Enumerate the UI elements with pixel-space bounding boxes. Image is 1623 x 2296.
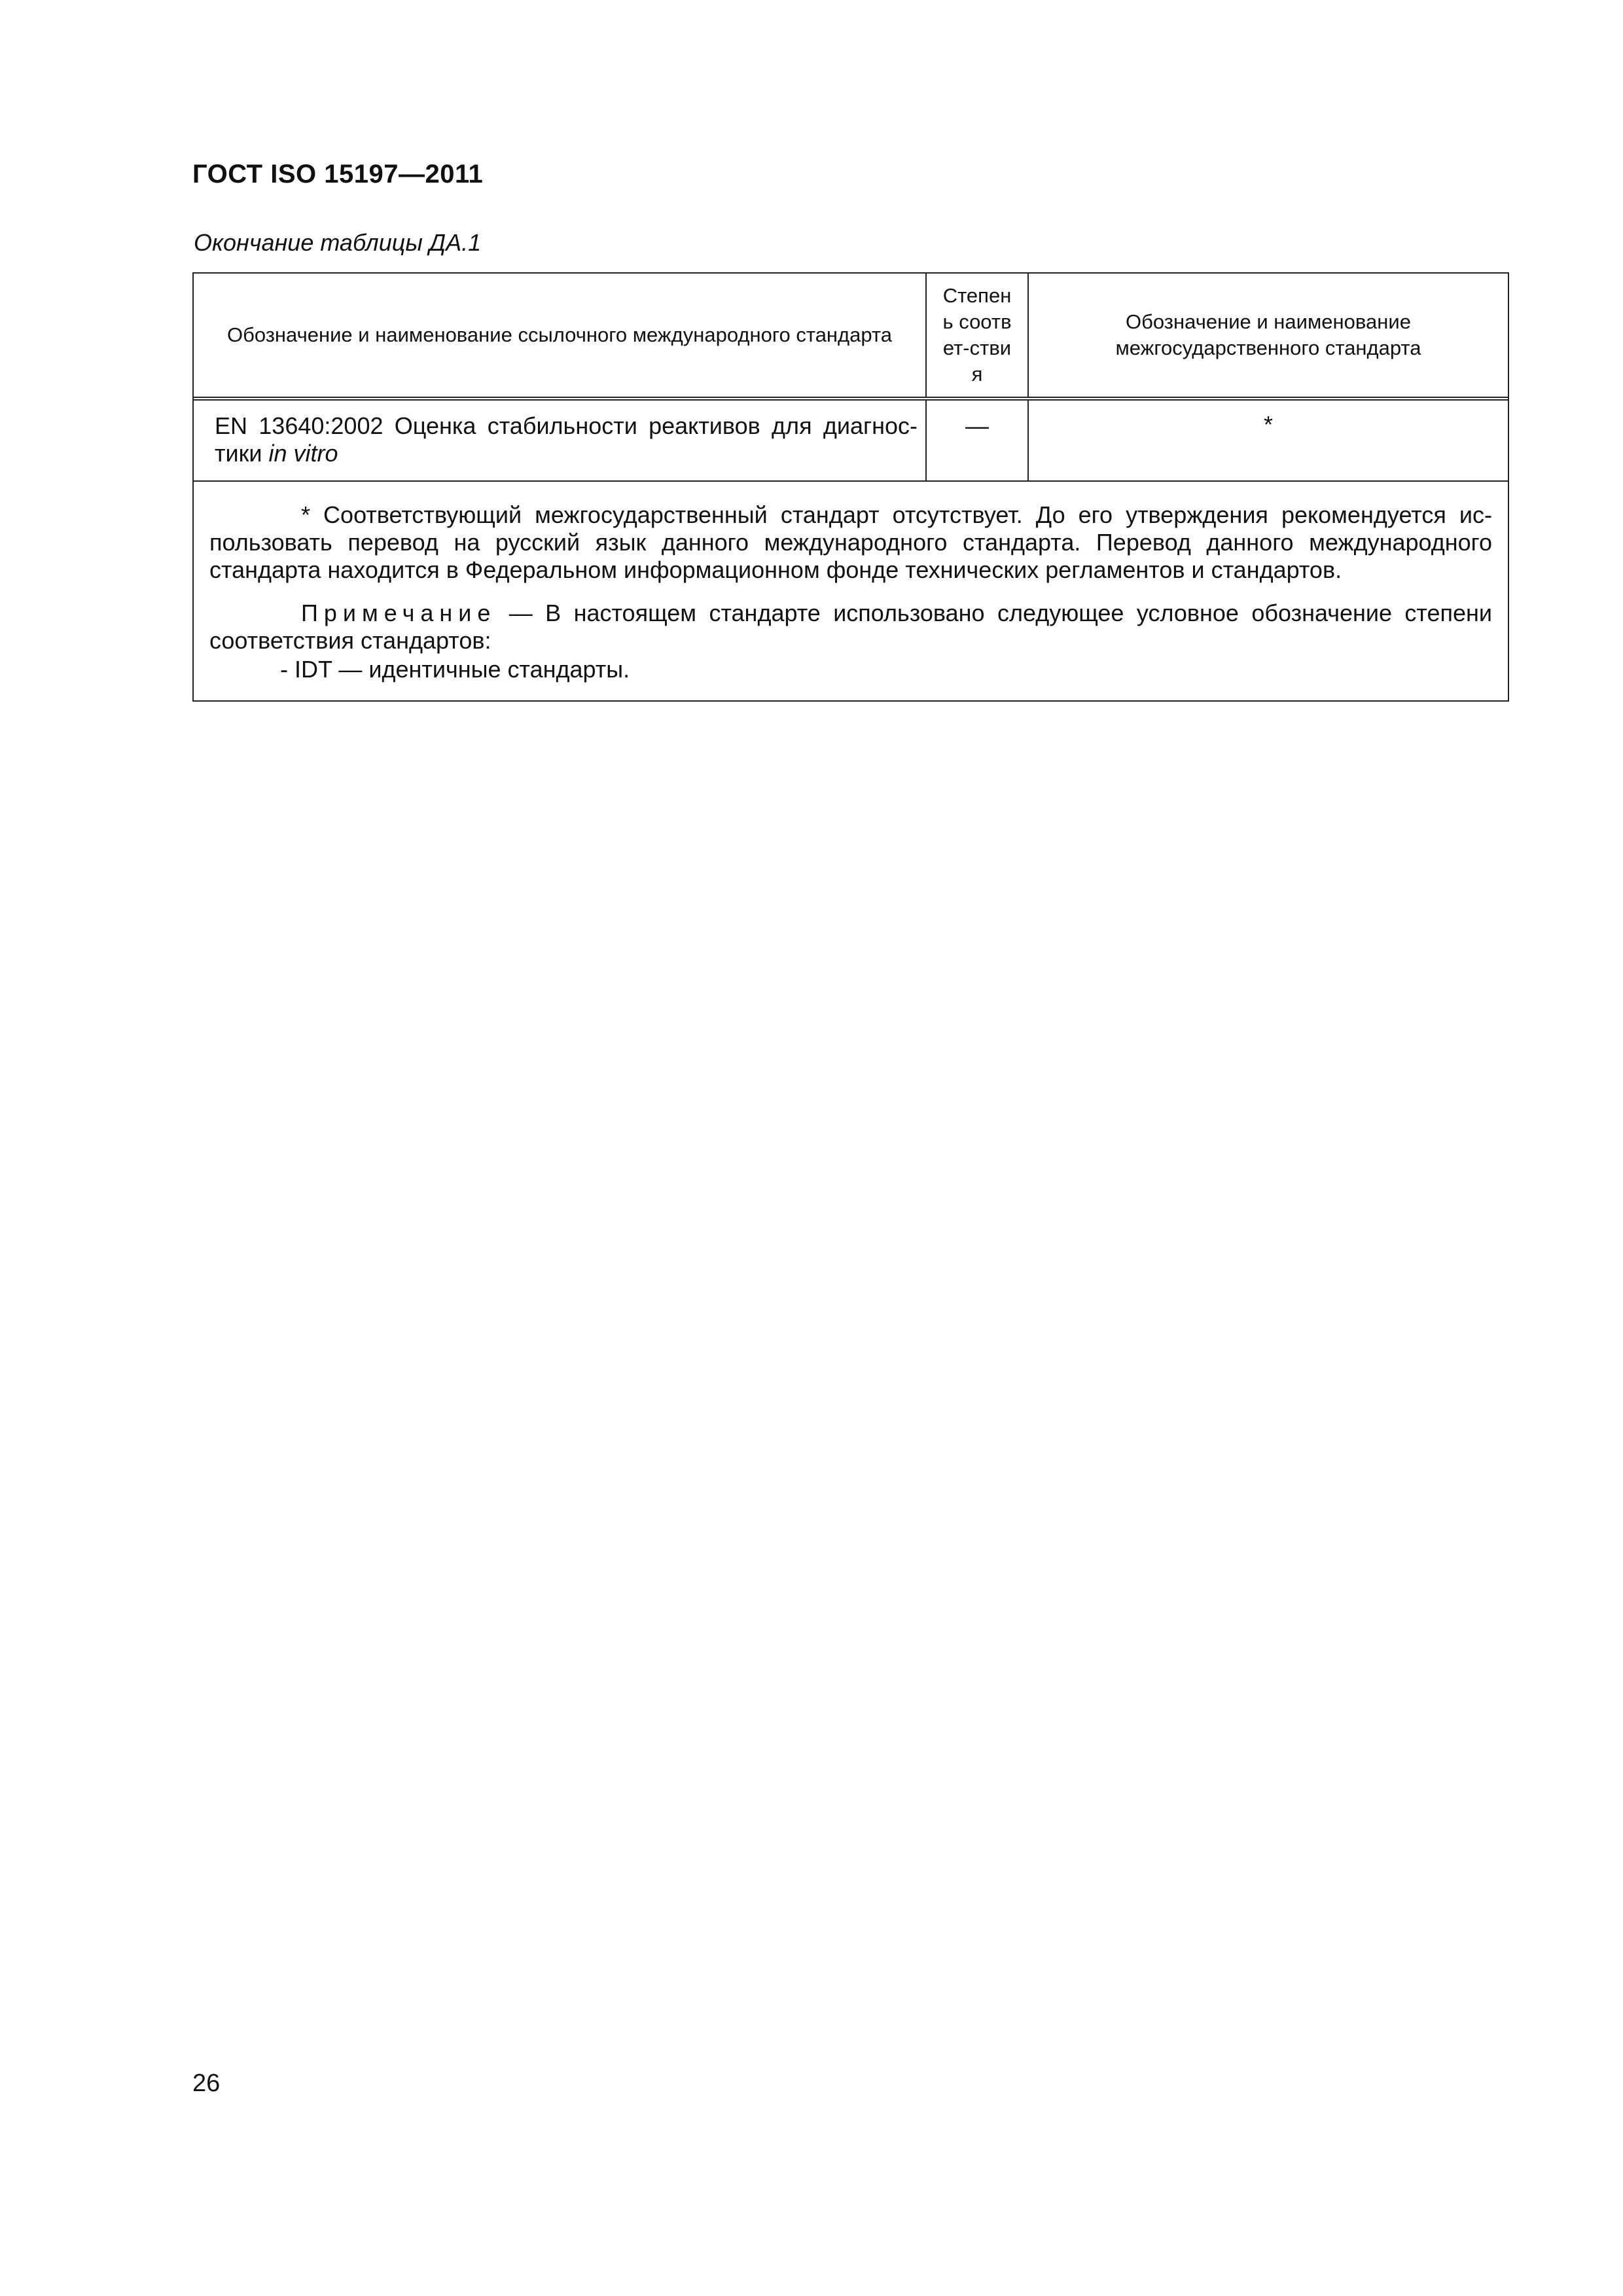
- reference-text: EN 13640:2002 Оценка стабильности реактивов для диагнос-тики: [215, 412, 918, 467]
- cell-degree: —: [927, 401, 1029, 480]
- column-header-degree: Степень соответ-ствия: [927, 274, 1029, 397]
- reference-italic-text: in vitro: [268, 440, 338, 467]
- footnote-text: * Соответствующий межгосударственный стандарт отсутствует. До его утверждения рекомендуется ис-пользовать перевод на русский язык данного международного стандарта. Перевод данного международного стандарта находится в Федеральном информационном фонде технических регламентов и стандартов.: [209, 501, 1492, 583]
- document-header: ГОСТ ISO 15197—2011: [192, 160, 484, 188]
- note-list-item: - IDT — идентичные стандарты.: [280, 656, 630, 683]
- page-number: 26: [192, 2070, 221, 2097]
- note-label: Примечание: [301, 600, 497, 626]
- cell-interstate-standard: *: [1263, 411, 1273, 438]
- table-caption: Окончание таблицы ДА.1: [194, 229, 482, 256]
- column-header-interstate-standard: Обозначение и наименование межгосударственного стандарта: [1115, 310, 1421, 359]
- table-header-row: [194, 274, 1508, 401]
- table-row: [194, 401, 1508, 482]
- standards-table: [192, 272, 1509, 702]
- table-footnote: [194, 482, 1508, 700]
- column-header-international-standard: Обозначение и наименование ссылочного международного стандарта: [194, 274, 927, 397]
- note-paragraph: [209, 600, 1492, 655]
- cell-international-standard: [194, 401, 927, 480]
- note-text: — В настоящем стандарте использовано следующее условное обозначение степени соответствия стандартов:: [209, 600, 1492, 654]
